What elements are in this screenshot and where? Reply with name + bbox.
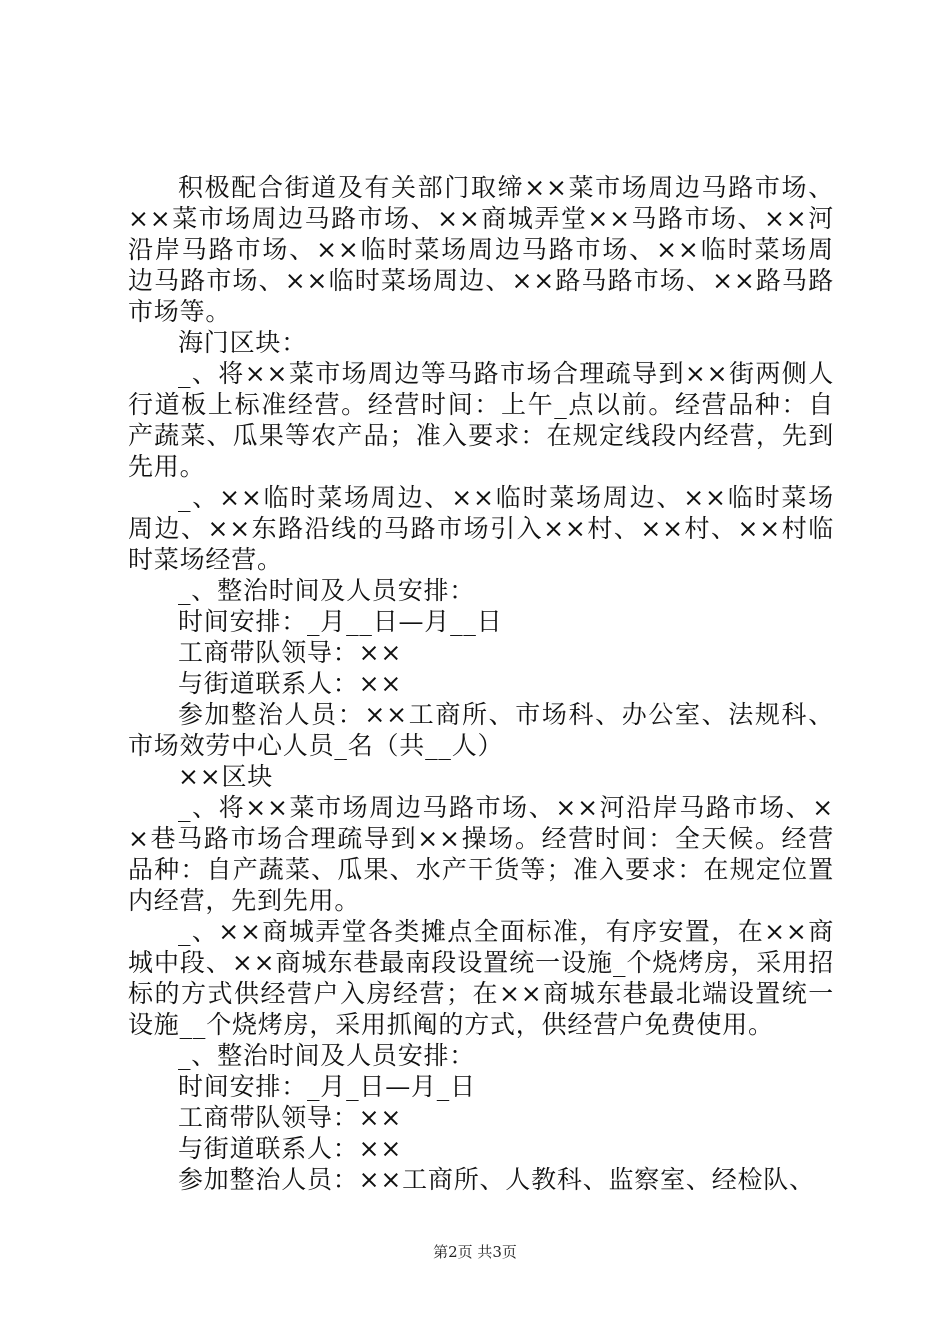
section-heading-haimen: 海门区块：: [178, 328, 308, 357]
paragraph-haimen-contact: 与街道联系人：××: [178, 669, 403, 698]
paragraph-haimen-item-1: _、将××菜市场周边等马路市场合理疏导到××街两侧人行道板上标准经营。经营时间：上午_点以前。经营品种：自产蔬菜、瓜果等农产品；准入要求：在规定线段内经营，先到先用。: [128, 359, 834, 481]
paragraph-block2-time: 时间安排：_月_日—月_日: [178, 1072, 476, 1101]
paragraph-block2-item-1: _、将××菜市场周边马路市场、××河沿岸马路市场、××巷马路市场合理疏导到××操场。经营时间：全天候。经营品种：自产蔬菜、瓜果、水产干货等；准入要求：在规定位置内经营，先到先用。: [128, 793, 834, 915]
paragraph-block2-contact: 与街道联系人：××: [178, 1134, 403, 1163]
paragraph-haimen-leader: 工商带队领导：××: [178, 638, 403, 667]
paragraph-block2-item-2: _、××商城弄堂各类摊点全面标准，有序安置，在××商城中段、××商城东巷最南段设置统一设施_个烧烤房，采用招标的方式供经营户入房经营；在××商城东巷最北端设置统一设施__个烧烤房，采用抓阄的方式，供经营户免费使用。: [128, 917, 834, 1039]
page-footer: [0, 1242, 950, 1262]
document-body: [128, 172, 834, 1195]
paragraph-haimen-staff: 参加整治人员：××工商所、市场科、办公室、法规科、市场效劳中心人员_名（共__人）: [128, 700, 834, 760]
paragraph-haimen-time: 时间安排：_月__日—月__日: [178, 607, 503, 636]
paragraph-block2-leader: 工商带队领导：××: [178, 1103, 403, 1132]
paragraph-intro: 积极配合街道及有关部门取缔××菜市场周边马路市场、××菜市场周边马路市场、××商城弄堂××马路市场、××河沿岸马路市场、××临时菜场周边马路市场、××临时菜场周边马路市场、××临时菜场周边、××路马路市场、××路马路市场等。: [128, 173, 834, 326]
paragraph-block2-schedule-heading: _、整治时间及人员安排：: [178, 1041, 476, 1070]
section-heading-block-2: ××区块: [178, 762, 274, 791]
paragraph-haimen-schedule-heading: _、整治时间及人员安排：: [178, 576, 476, 605]
paragraph-block2-staff: 参加整治人员：××工商所、人教科、监察室、经检队、: [178, 1165, 815, 1194]
page-number-label: 第2页 共3页: [433, 1243, 517, 1261]
paragraph-haimen-item-2: _、××临时菜场周边、××临时菜场周边、××临时菜场周边、××东路沿线的马路市场引入××村、××村、××村临时菜场经营。: [128, 483, 834, 574]
